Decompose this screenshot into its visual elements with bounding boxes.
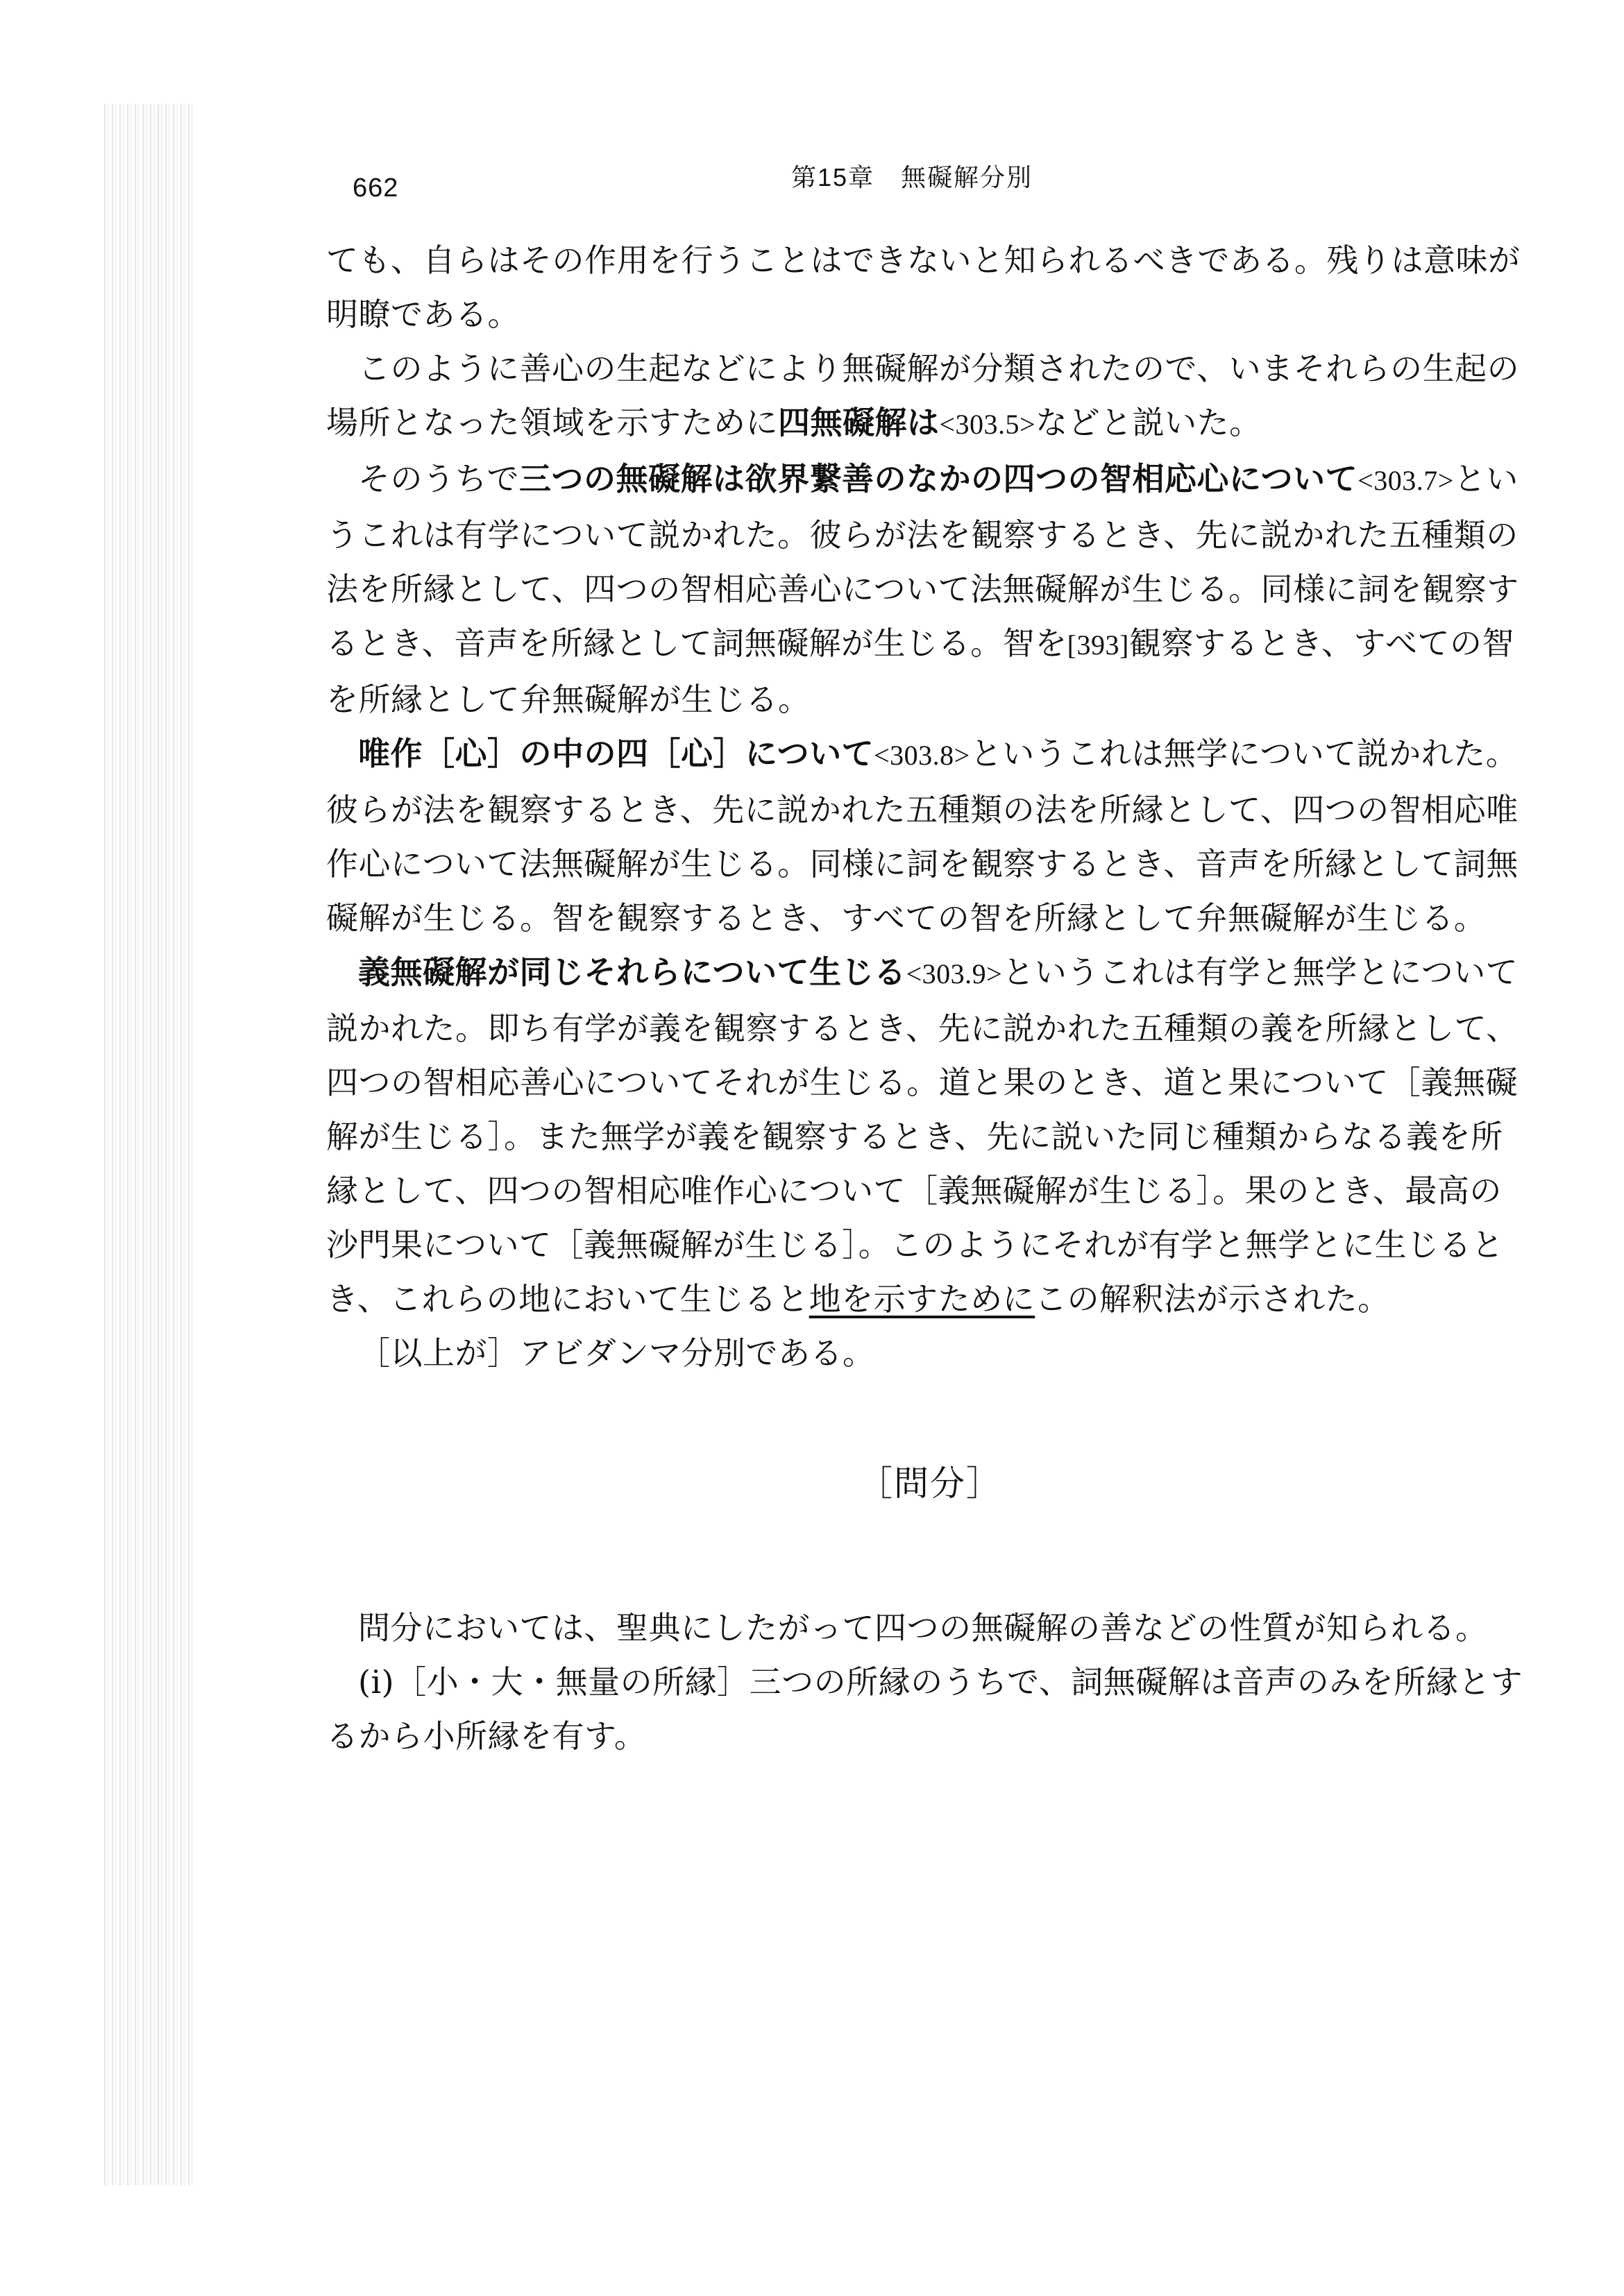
paragraph-continuation: ても、自らはその作用を行うことはできないと知られるべきである。残りは意味が明瞭である。 bbox=[326, 241, 1521, 333]
paragraph-three-analytical-knowledges bbox=[326, 452, 1534, 726]
paragraph-text: そのうちで bbox=[358, 460, 520, 498]
scan-binding-shadow bbox=[104, 104, 194, 2186]
underlined-phrase: 地を示すために bbox=[809, 1280, 1035, 1318]
bold-term: 唯作［心］の中の四［心］について bbox=[358, 735, 874, 772]
page-number: 662 bbox=[353, 173, 399, 203]
paragraph-text: というこれは無学について説かれた。彼らが法を観察するとき、先に説かれた五種類の法を所縁として、四つの智相応唯作心について法無礙解が生じる。同様に詞を観察するとき、音声を所縁として詞無礙解が生じる。智を観察するとき、すべての智を所縁として弁無礙解が生じる。 bbox=[326, 735, 1519, 937]
paragraph-text: などと説いた。 bbox=[1035, 404, 1262, 441]
bold-term: 四無礙解は bbox=[778, 404, 940, 441]
paragraph-question-division: 問分においては、聖典にしたがって四つの無礙解の善などの性質が知られる。 bbox=[358, 1609, 1488, 1647]
section-reference: <303.7> bbox=[1357, 465, 1454, 496]
paragraph-objects: (i)［小・大・無量の所縁］三つの所縁のうちで、詞無礙解は音声のみを所縁とするから小所縁を有す。 bbox=[326, 1663, 1523, 1755]
section-reference: <303.8> bbox=[874, 740, 970, 771]
paragraph-four-analytical-knowledges bbox=[326, 341, 1534, 452]
bold-term: 三つの無礙解は欲界繋善のなかの四つの智相応心について bbox=[519, 460, 1358, 498]
paragraph-abhidhamma-division-end: ［以上が］アビダンマ分別である。 bbox=[358, 1334, 875, 1372]
page-reference: [393] bbox=[1067, 629, 1129, 661]
paragraph-text: というこれは有学について説かれた。彼らが法を観察するとき、先に説かれた五種類の法を所縁として、四つの智相応善心について法無礙解が生じる。同様に詞を観察するとき、音声を所縁として詞無礙解が生じる。智を bbox=[326, 460, 1519, 662]
paragraph-meaning-analytical-knowledge bbox=[326, 945, 1534, 1326]
section-heading: ［問分］ bbox=[858, 1463, 1002, 1504]
paragraph-text: というこれは有学と無学とについて説かれた。即ち有学が義を観察するとき、先に説かれた五種類の義を所縁として、四つの智相応善心についてそれが生じる。道と果のとき、道と果について［義無礙解が生じる］。また無学が義を観察するとき、先に説いた同じ種類からなる義を所縁として、四つの智相応唯作心について［義無礙解が生じる］。果のとき、最高の沙門果について［義無礙解が生じる］。このようにそれが有学と無学とに生じるとき、これらの地において生じると bbox=[326, 953, 1519, 1318]
section-reference: <303.9> bbox=[906, 958, 1003, 989]
bold-term: 義無礙解が同じそれらについて生じる bbox=[358, 953, 906, 991]
paragraph-text: この解釈法が示された。 bbox=[1035, 1280, 1390, 1318]
running-head: 第15章 無礙解分別 bbox=[791, 163, 1033, 192]
paragraph-text: このように善心の生起などにより無礙解が分類されたので、いまそれらの生起の場所となった領域を示すために bbox=[326, 350, 1520, 441]
page-body bbox=[326, 233, 1534, 1763]
paragraph-functional-mind bbox=[326, 726, 1534, 945]
section-reference: <303.5> bbox=[939, 409, 1036, 440]
paragraph-text: 観察するとき、すべての智を所縁として弁無礙解が生じる。 bbox=[326, 624, 1515, 718]
